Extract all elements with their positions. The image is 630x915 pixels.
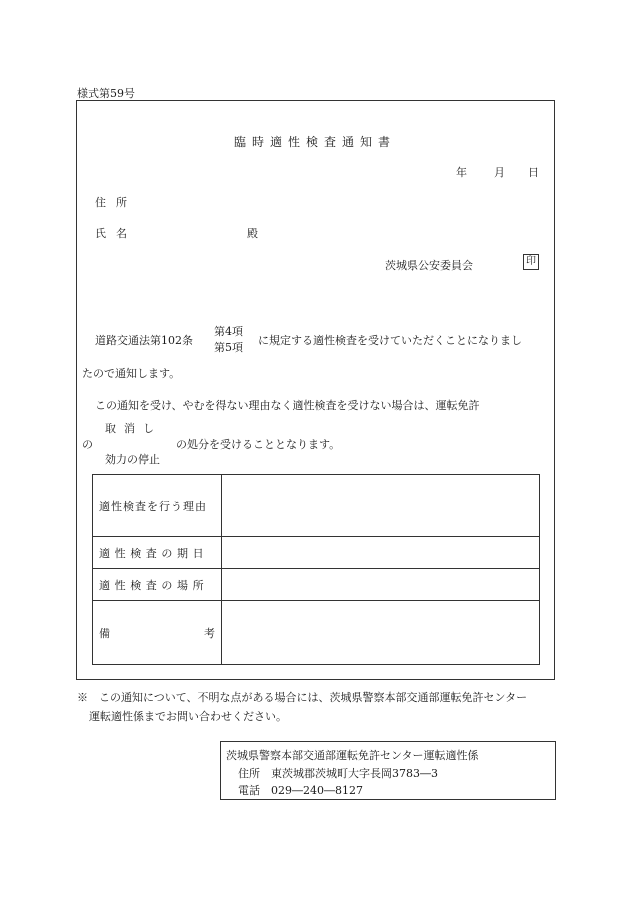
option-cancel: 取消し xyxy=(105,422,162,435)
date-value-field[interactable] xyxy=(222,537,540,569)
place-value-field[interactable] xyxy=(222,569,540,601)
note-line-2: 運転適性係までお問い合わせください。 xyxy=(89,710,287,723)
date-day: 日 xyxy=(528,166,539,179)
table-row-reason xyxy=(93,475,540,537)
date-label: 適性検査の期日 xyxy=(93,537,222,569)
seal-mark: 印 xyxy=(523,254,539,270)
table-row-place xyxy=(93,569,540,601)
document-title: 臨時適性検査通知書 xyxy=(233,135,396,149)
option-suspend: 効力の停止 xyxy=(105,453,160,466)
date-year: 年 xyxy=(456,166,467,179)
body-line-4: の処分を受けることとなります。 xyxy=(176,438,341,451)
name-label: 氏名 xyxy=(95,227,137,240)
contact-phone: 電話 029―240―8127 xyxy=(238,784,363,797)
clause-4: 第4項 xyxy=(214,325,243,338)
form-number: 様式第59号 xyxy=(77,87,135,100)
honorific: 殿 xyxy=(247,227,258,240)
body-line-2: たので通知します。 xyxy=(82,367,181,380)
table-row-date xyxy=(93,537,540,569)
prefix-no: の xyxy=(82,438,93,451)
clause-5: 第5項 xyxy=(214,341,243,354)
table-row-remarks xyxy=(93,601,540,665)
reason-label: 適性検査を行う理由 xyxy=(93,475,222,537)
date-month: 月 xyxy=(494,166,505,179)
reason-value-field[interactable] xyxy=(222,475,540,537)
note-line-1: ※ この通知について、不明な点がある場合には、茨城県警察本部交通部運転免許センター xyxy=(77,691,528,704)
place-label: 適性検査の場所 xyxy=(93,569,222,601)
contact-address: 住所 東茨城郡茨城町大字長岡3783―3 xyxy=(238,767,438,780)
issuer-name: 茨城県公安委員会 xyxy=(385,259,473,272)
contact-org: 茨城県警察本部交通部運転免許センター運転適性係 xyxy=(226,749,479,762)
address-label: 住所 xyxy=(95,196,137,209)
law-reference-continued: に規定する適性検査を受けていただくことになりまし xyxy=(258,334,522,347)
law-reference: 道路交通法第102条 xyxy=(95,334,193,347)
remarks-value-field[interactable] xyxy=(222,601,540,665)
remarks-label: 備 考 xyxy=(93,601,222,665)
body-line-3: この通知を受け、やむを得ない理由なく適性検査を受けない場合は、運転免許 xyxy=(95,399,480,412)
detail-table xyxy=(92,474,540,665)
